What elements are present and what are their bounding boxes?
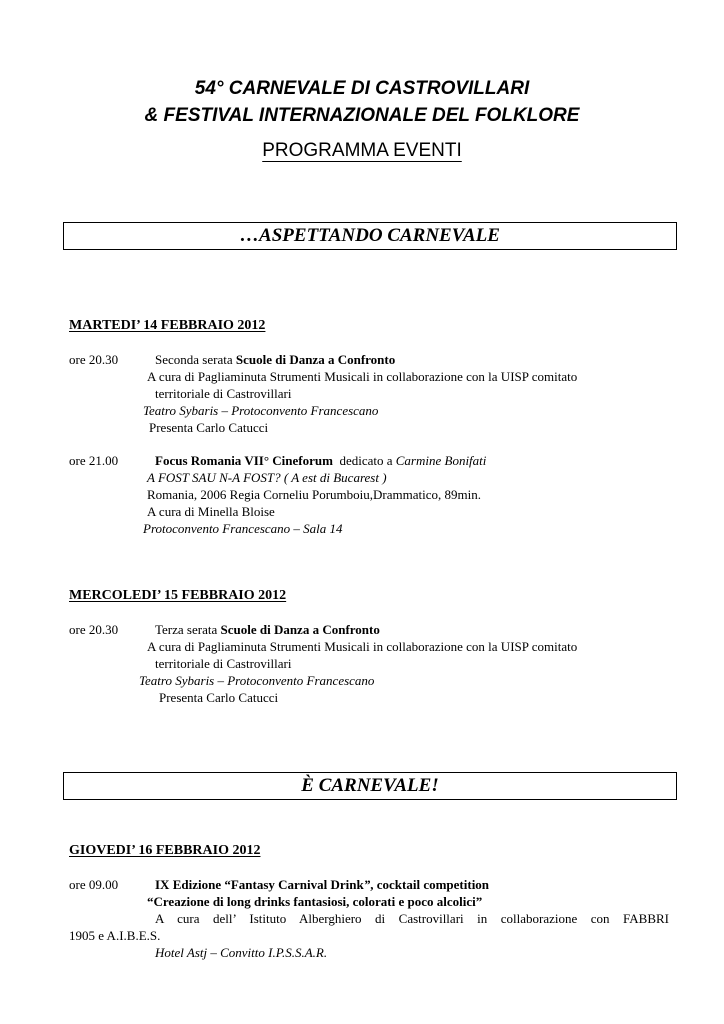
day1-ev2-curator: A cura di Minella Bloise [147,504,275,519]
day1-ev1-line3: territoriale di Castrovillari [155,386,292,401]
day2-ev1-title [155,621,380,638]
subtitle-text: PROGRAMMA EVENTI [262,140,462,161]
day2-ev1-venue [139,672,374,689]
day2-ev1-line2: A cura di Pagliaminuta Strumenti Musicali in collaborazione con la UISP comitato [147,639,578,654]
day3-ev1-line3: A cura dell’ Istituto Alberghiero di Castrovillari in collaborazione con FABBRI [155,911,669,926]
day1-ev2-mid: dedicato a [332,453,396,468]
day2-date: MERCOLEDI’ 15 FEBBRAIO 2012 [69,588,287,603]
day1-ev1-line2: A cura di Pagliaminuta Strumenti Musicali in collaborazione con la UISP comitato [147,369,578,384]
page-subtitle [0,140,724,162]
day1-ev2-details: Romania, 2006 Regia Corneliu Porumboiu,Drammatico, 89min. [147,487,481,502]
day3-ev1-tagline [147,893,482,910]
day1-ev2-name: Focus Romania VII° Cineforum [155,453,333,468]
day1-ev2-film-text: A FOST SAU N-A FOST? ( A est di Bucarest ) [147,470,387,485]
day1-ev2-time: ore 21.00 [69,453,119,468]
day3-ev1-name-c: , cocktail competition [370,877,490,892]
day3-ev1-venue-text: Hotel Astj – Convitto I.P.S.S.A.R. [155,945,328,960]
title-line-2: & FESTIVAL INTERNAZIONALE DEL FOLKLORE [144,105,580,126]
day1-ev2-dedicated: Carmine Bonifati [395,453,487,468]
day3-ev1-title [155,876,489,893]
day2-ev1-name: Scuole di Danza a Confronto [220,622,380,637]
day1-ev1-venue-text: Teatro Sybaris – Protoconvento Francescano [143,403,379,418]
day3-ev1-time: ore 09.00 [69,877,119,892]
section-aspettando-box [63,222,677,250]
day1-ev1-title [155,351,395,368]
day1-ev2-title [155,452,486,469]
section-aspettando-title: …ASPETTANDO CARNEVALE [240,225,500,246]
day1-ev1-venue [143,402,378,419]
day3-ev1-venue [155,944,327,961]
day1-ev2-venue-text: Protoconvento Francescano – Sala 14 [143,521,343,536]
section-carnevale-title: È CARNEVALE! [301,775,439,796]
title-line-1: 54° CARNEVALE DI CASTROVILLARI [194,78,530,99]
day2-ev1-presenter: Presenta Carlo Catucci [159,690,279,705]
day3-ev1-tagline-text: “Creazione di long drinks fantasiosi, colorati e poco alcolici” [147,894,483,909]
day1-ev1-time: ore 20.30 [69,352,119,367]
day2-ev1-venue-text: Teatro Sybaris – Protoconvento Francescano [139,673,375,688]
day1-ev2-venue [143,520,343,537]
day1-date: MARTEDI’ 14 FEBBRAIO 2012 [69,318,266,333]
day1-ev1-name: Scuole di Danza a Confronto [235,352,396,367]
section-carnevale-box [63,772,677,800]
day2-ev1-time: ore 20.30 [69,622,119,637]
day1-ev1-presenter: Presenta Carlo Catucci [149,420,269,435]
day2-ev1-pre: Terza serata [155,622,221,637]
day1-ev1-pre: Seconda serata [155,352,236,367]
day1-ev2-film [147,469,387,486]
day2-ev1-line3: territoriale di Castrovillari [155,656,292,671]
day3-ev1-name-b: ” [363,877,371,892]
day3-ev1-line4: 1905 e A.I.B.E.S. [69,928,161,943]
day3-ev1-name-a: IX Edizione “Fantasy Carnival Drink [155,877,364,892]
day3-date: GIOVEDI’ 16 FEBBRAIO 2012 [69,843,261,858]
